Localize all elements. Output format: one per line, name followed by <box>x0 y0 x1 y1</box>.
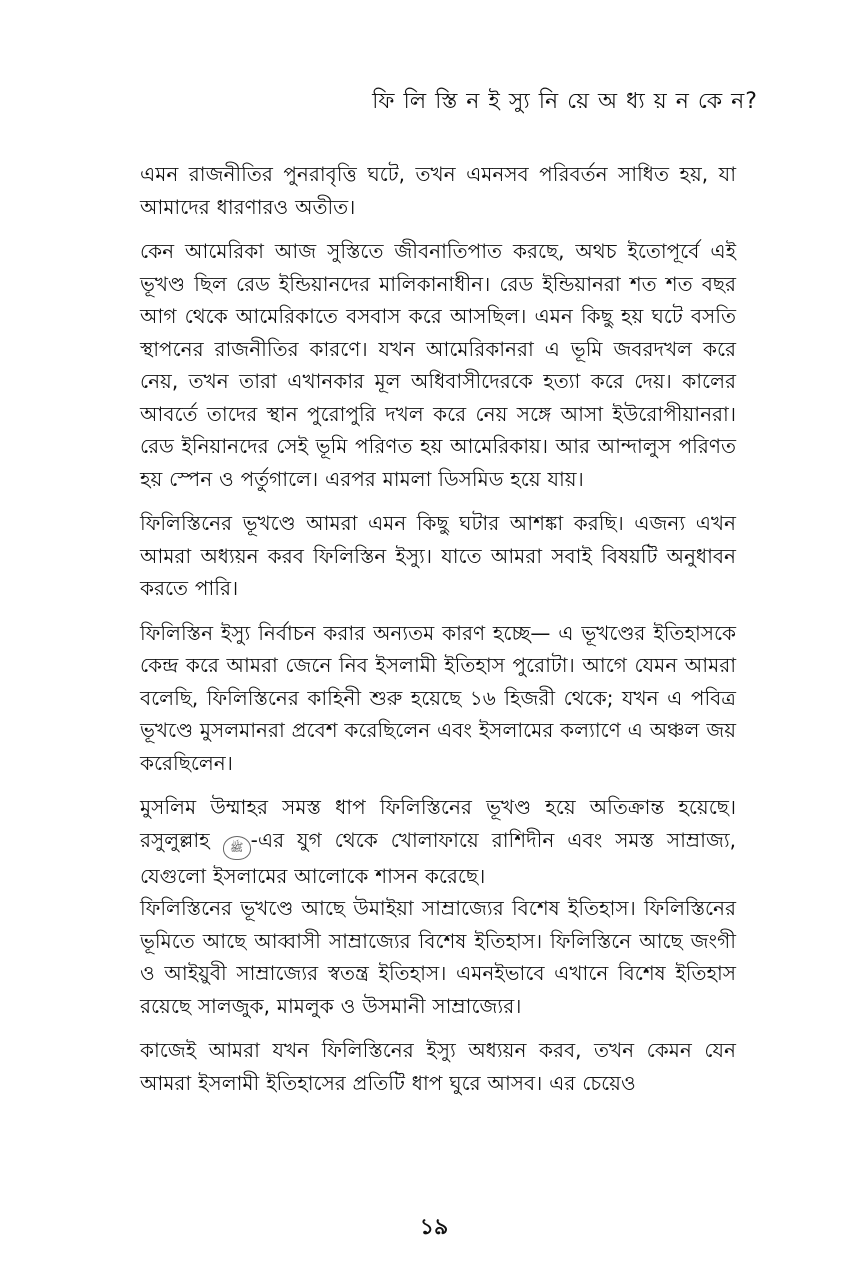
page-number: ১৯ <box>419 1215 449 1240</box>
paragraph-6: ফিলিস্তিনের ভূখণ্ডে আছে উমাইয়া সাম্রাজ্যের বিশেষ ইতিহাস। ফিলিস্তিনের ভূমিতে আছে আব্বাসী সাম্রাজ্যের বিশেষ ইতিহাস। ফিলিস্তিনে আছে জংগী ও আইয়ুবী সাম্রাজ্যের স্বতন্ত্র ইতিহাস। এমনইভাবে এখানে বিশেষ ইতিহাস রয়েছে সালজুক, মামলুক ও উসমানী সাম্রাজ্যের। <box>140 896 736 1018</box>
body-text <box>140 158 736 1111</box>
salawat-symbol-icon: ﷺ <box>223 836 251 860</box>
paragraph-5-end: -এর যুগ থেকে খোলাফায়ে রাশিদীন এবং সমস্ত সাম্রাজ্য, যেগুলো ইসলামের আলোকে শাসন করেছে। <box>140 827 736 888</box>
paragraph-5-start: মুসলিম উম্মাহর সমস্ত ধাপ ফিলিস্তিনের ভূখণ্ড হয়ে অতিক্রান্ত হয়েছে। রসুলুল্লাহ <box>140 795 736 852</box>
running-header-title: ফি লি স্তি ন ই স্যু নি য়ে অ ধ্য য় ন কে ন? <box>372 89 758 114</box>
paragraph-2: কেন আমেরিকা আজ সুস্তিতে জীবনাতিপাত করছে, অথচ ইতোপূর্বে এই ভূখণ্ড ছিল রেড ইন্ডিয়ানদের মালিকানাধীন। রেড ইন্ডিয়ানরা শত শত বছর আগ থেকে আমেরিকাতে বসবাস করে আসছিল। এমন কিছু হয় ঘটে বসতি স্থাপনের রাজনীতির কারণে। যখন আমেরিকানরা এ ভূমি জবরদখল করে নেয়, তখন তারা এখানকার মূল অধিবাসীদেরকে হত্যা করে দেয়। কালের আবর্তে তাদের স্থান পুরোপুরি দখল করে নেয় সঙ্গে আসা ইউরোপীয়ানরা। রেড ইনিয়ানদের সেই ভূমি পরিণত হয় আমেরিকায়। আর আন্দালুস পরিণত হয় স্পেন ও পর্তুগালে। এরপর মামলা ডিসমিড হয়ে যায়। <box>140 239 736 491</box>
paragraph-4: ফিলিস্তিন ইস্যু নির্বাচন করার অন্যতম কারণ হচ্ছে— এ ভূখণ্ডের ইতিহাসকে কেন্দ্র করে আমরা জেনে নিব ইসলামী ইতিহাস পুরোটা। আগে যেমন আমরা বলেছি, ফিলিস্তিনের কাহিনী শুরু হয়েছে ১৬ হিজরী থেকে; যখন এ পবিত্র ভূখণ্ডে মুসলমানরা প্রবেশ করেছিলেন এবং ইসলামের কল্যাণে এ অঞ্চল জয় করেছিলেন। <box>140 620 736 775</box>
paragraph-5 <box>140 791 736 892</box>
paragraph-1: এমন রাজনীতির পুনরাবৃত্তি ঘটে, তখন এমনসব পরিবর্তন সাধিত হয়, যা আমাদের ধারণারও অতীত। <box>140 162 736 219</box>
paragraph-7: কাজেই আমরা যখন ফিলিস্তিনের ইস্যু অধ্যয়ন করব, তখন কেমন যেন আমরা ইসলামী ইতিহাসের প্রতিটি ধাপ ঘুরে আসব। এর চেয়েও <box>140 1038 736 1095</box>
paragraph-3: ফিলিস্তিনের ভূখণ্ডে আমরা এমন কিছু ঘটার আশঙ্কা করছি। এজন্য এখন আমরা অধ্যয়ন করব ফিলিস্তিন ইস্যু। যাতে আমরা সবাই বিষয়টি অনুধাবন করতে পারি। <box>140 511 736 600</box>
